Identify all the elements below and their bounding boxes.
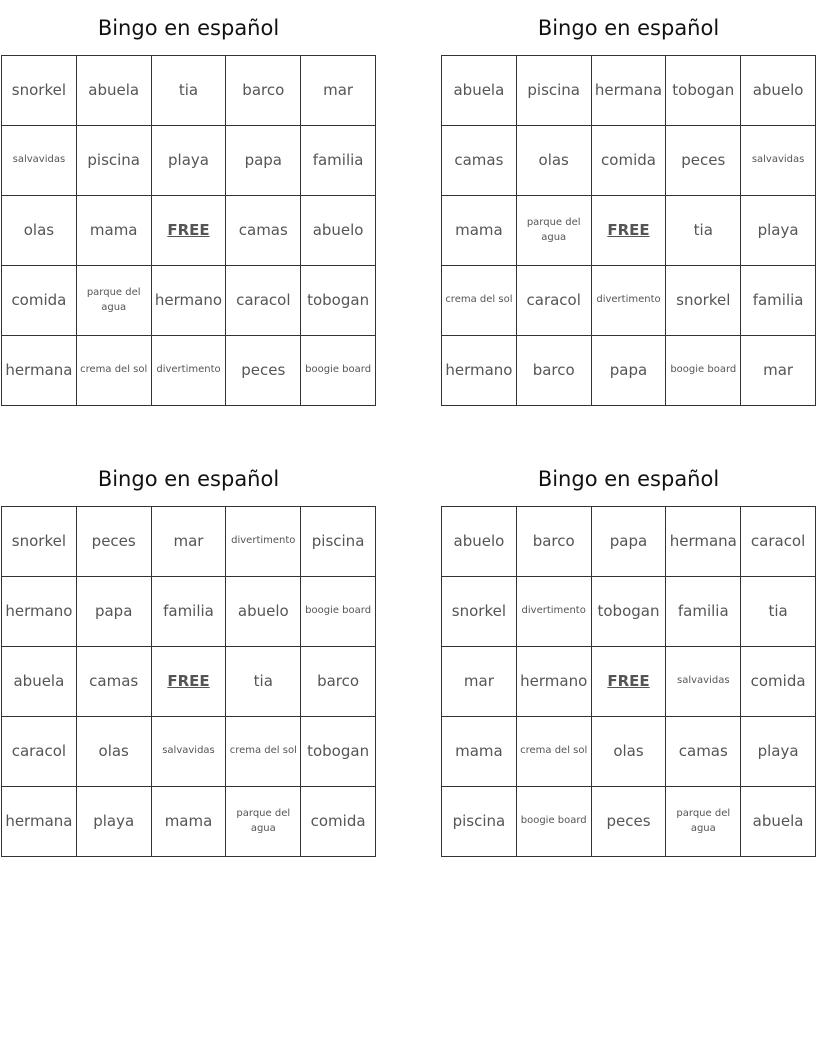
bingo-cell: divertimento: [226, 507, 301, 577]
bingo-cell: barco: [301, 647, 376, 717]
bingo-cell: tia: [666, 196, 741, 266]
card-title: Bingo en español: [97, 16, 280, 40]
bingo-cell: familia: [666, 577, 741, 647]
bingo-cell: mar: [741, 336, 816, 406]
bingo-cell: playa: [77, 787, 152, 857]
bingo-cell: tobogan: [666, 56, 741, 126]
bingo-cell: tobogan: [301, 717, 376, 787]
card-title: Bingo en español: [537, 16, 720, 40]
bingo-cell: papa: [77, 577, 152, 647]
bingo-cell: papa: [592, 336, 667, 406]
bingo-cell: olas: [517, 126, 592, 196]
bingo-cell: olas: [2, 196, 77, 266]
bingo-cell: abuelo: [301, 196, 376, 266]
bingo-cell: boogie board: [517, 787, 592, 857]
bingo-cell: abuela: [77, 56, 152, 126]
bingo-cell: mar: [152, 507, 227, 577]
bingo-cell: caracol: [517, 266, 592, 336]
bingo-cell: tia: [152, 56, 227, 126]
bingo-cell: abuelo: [741, 56, 816, 126]
bingo-cell: parque del agua: [226, 787, 301, 857]
bingo-cell: abuelo: [226, 577, 301, 647]
bingo-cell: familia: [152, 577, 227, 647]
bingo-cell: tia: [226, 647, 301, 717]
bingo-cell: comida: [301, 787, 376, 857]
bingo-cell: comida: [592, 126, 667, 196]
bingo-cell: hermano: [152, 266, 227, 336]
bingo-cell: mama: [442, 196, 517, 266]
bingo-cell: camas: [442, 126, 517, 196]
bingo-card-4: [441, 451, 816, 857]
bingo-cell: barco: [517, 507, 592, 577]
bingo-cell: familia: [301, 126, 376, 196]
bingo-cell: boogie board: [301, 336, 376, 406]
bingo-cell: crema del sol: [77, 336, 152, 406]
bingo-cell: hermana: [666, 507, 741, 577]
bingo-cell: comida: [2, 266, 77, 336]
free-space: FREE: [152, 647, 227, 717]
bingo-cell: parque del agua: [77, 266, 152, 336]
bingo-cell: piscina: [77, 126, 152, 196]
bingo-cell: salvavidas: [2, 126, 77, 196]
bingo-cell: mar: [442, 647, 517, 717]
bingo-cell: salvavidas: [741, 126, 816, 196]
bingo-cell: salvavidas: [666, 647, 741, 717]
bingo-cell: peces: [77, 507, 152, 577]
bingo-cell: tobogan: [301, 266, 376, 336]
bingo-cell: playa: [741, 717, 816, 787]
bingo-cell: comida: [741, 647, 816, 717]
bingo-cell: crema del sol: [226, 717, 301, 787]
bingo-cell: playa: [741, 196, 816, 266]
bingo-cell: hermana: [2, 336, 77, 406]
bingo-cell: peces: [226, 336, 301, 406]
bingo-cell: snorkel: [2, 56, 77, 126]
bingo-grid: [441, 55, 816, 406]
bingo-card-1: [1, 0, 376, 406]
bingo-cell: abuela: [2, 647, 77, 717]
bingo-cell: barco: [226, 56, 301, 126]
bingo-cell: tia: [741, 577, 816, 647]
bingo-cell: playa: [152, 126, 227, 196]
bingo-cell: caracol: [741, 507, 816, 577]
bingo-cell: papa: [226, 126, 301, 196]
bingo-cell: peces: [666, 126, 741, 196]
bingo-cell: piscina: [301, 507, 376, 577]
bingo-cell: divertimento: [152, 336, 227, 406]
bingo-cell: salvavidas: [152, 717, 227, 787]
bingo-cell: parque del agua: [517, 196, 592, 266]
bingo-cell: hermano: [2, 577, 77, 647]
bingo-cell: snorkel: [442, 577, 517, 647]
bingo-cell: piscina: [517, 56, 592, 126]
bingo-cell: olas: [77, 717, 152, 787]
bingo-cell: camas: [77, 647, 152, 717]
bingo-cell: tobogan: [592, 577, 667, 647]
bingo-cell: boogie board: [666, 336, 741, 406]
bingo-cell: barco: [517, 336, 592, 406]
bingo-cell: caracol: [2, 717, 77, 787]
bingo-cell: familia: [741, 266, 816, 336]
bingo-grid: [1, 506, 376, 857]
bingo-cell: mama: [442, 717, 517, 787]
free-space: FREE: [592, 647, 667, 717]
bingo-cell: piscina: [442, 787, 517, 857]
card-title: Bingo en español: [537, 467, 720, 491]
bingo-cell: parque del agua: [666, 787, 741, 857]
bingo-cell: snorkel: [2, 507, 77, 577]
bingo-cell: hermano: [517, 647, 592, 717]
bingo-cell: camas: [226, 196, 301, 266]
bingo-cell: crema del sol: [517, 717, 592, 787]
bingo-card-3: [1, 451, 376, 857]
bingo-cell: abuela: [442, 56, 517, 126]
bingo-cell: caracol: [226, 266, 301, 336]
bingo-cell: camas: [666, 717, 741, 787]
bingo-cell: papa: [592, 507, 667, 577]
bingo-cell: abuelo: [442, 507, 517, 577]
bingo-cell: olas: [592, 717, 667, 787]
free-space: FREE: [152, 196, 227, 266]
bingo-cell: boogie board: [301, 577, 376, 647]
bingo-grid: [441, 506, 816, 857]
bingo-cell: mama: [152, 787, 227, 857]
bingo-cell: mama: [77, 196, 152, 266]
bingo-cell: divertimento: [592, 266, 667, 336]
bingo-card-2: [441, 0, 816, 406]
bingo-cell: peces: [592, 787, 667, 857]
bingo-grid: [1, 55, 376, 406]
free-space: FREE: [592, 196, 667, 266]
bingo-cell: hermano: [442, 336, 517, 406]
bingo-cell: crema del sol: [442, 266, 517, 336]
card-title: Bingo en español: [97, 467, 280, 491]
bingo-cell: mar: [301, 56, 376, 126]
bingo-cell: snorkel: [666, 266, 741, 336]
bingo-cell: hermana: [592, 56, 667, 126]
bingo-cell: divertimento: [517, 577, 592, 647]
bingo-cell: abuela: [741, 787, 816, 857]
bingo-cell: hermana: [2, 787, 77, 857]
